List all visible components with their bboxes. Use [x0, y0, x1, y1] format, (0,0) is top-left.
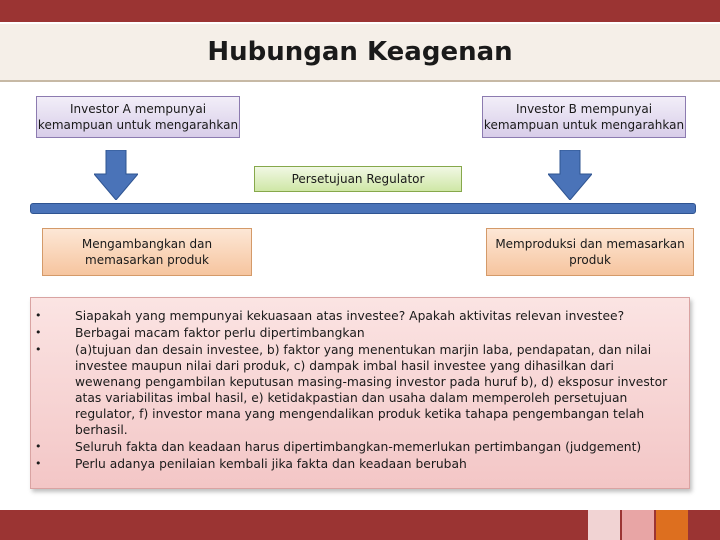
slide-title: Hubungan Keagenan: [207, 37, 513, 67]
list-item-text: Siapakah yang mempunyai kekuasaan atas investee? Apakah aktivitas relevan investee?: [75, 309, 625, 323]
list-item-text: Berbagai macam faktor perlu dipertimbangkan: [75, 326, 365, 340]
list-item: [31, 308, 677, 324]
bullet-marker: •: [35, 457, 42, 470]
timeline-bar: [30, 203, 696, 214]
list-item: [31, 342, 677, 438]
considerations-panel: [30, 297, 690, 489]
list-item: [31, 456, 677, 472]
bullet-marker: •: [35, 326, 42, 339]
develop-product-box: Mengambangkan dan memasarkan produk: [42, 228, 252, 276]
list-item: [31, 439, 677, 455]
bullet-marker: •: [35, 440, 42, 453]
investor-a-box: Investor A mempunyai kemampuan untuk mengarahkan: [36, 96, 240, 138]
bullet-marker: •: [35, 309, 42, 322]
list-item-text: (a)tujuan dan desain investee, b) faktor yang menentukan marjin laba, pendapatan, dan nilai investee maupun nilai dari produk, c) dampak imbal hasil investee yang dihasilkan dari wewenang pengambilan keputusan masing-masing investor pada huruf b), d) eksposur investor atas variabilitas imbal hasil, e) ketidakpastian dan usaha dalam memperoleh persetujuan regulator, f) investor mana yang mengendalikan produk ketika tahapa pengembangan telah berhasil.: [75, 343, 668, 437]
decor-square-1: [588, 510, 620, 540]
list-item: [31, 325, 677, 341]
decor-square-3: [656, 510, 688, 540]
considerations-list: [31, 298, 689, 472]
list-item-text: Perlu adanya penilaian kembali jika fakta dan keadaan berubah: [75, 457, 467, 471]
regulator-approval-box: Persetujuan Regulator: [254, 166, 462, 192]
decor-square-2: [622, 510, 654, 540]
down-arrow-right-icon: [548, 150, 592, 200]
top-accent-bar: [0, 0, 720, 22]
bullet-marker: •: [35, 343, 42, 356]
title-divider: [0, 80, 720, 82]
list-item-text: Seluruh fakta dan keadaan harus dipertimbangkan-memerlukan pertimbangan (judgement): [75, 440, 642, 454]
produce-product-box: Memproduksi dan memasarkan produk: [486, 228, 694, 276]
investor-b-box: Investor B mempunyai kemampuan untuk mengarahkan: [482, 96, 686, 138]
down-arrow-left-icon: [94, 150, 138, 200]
